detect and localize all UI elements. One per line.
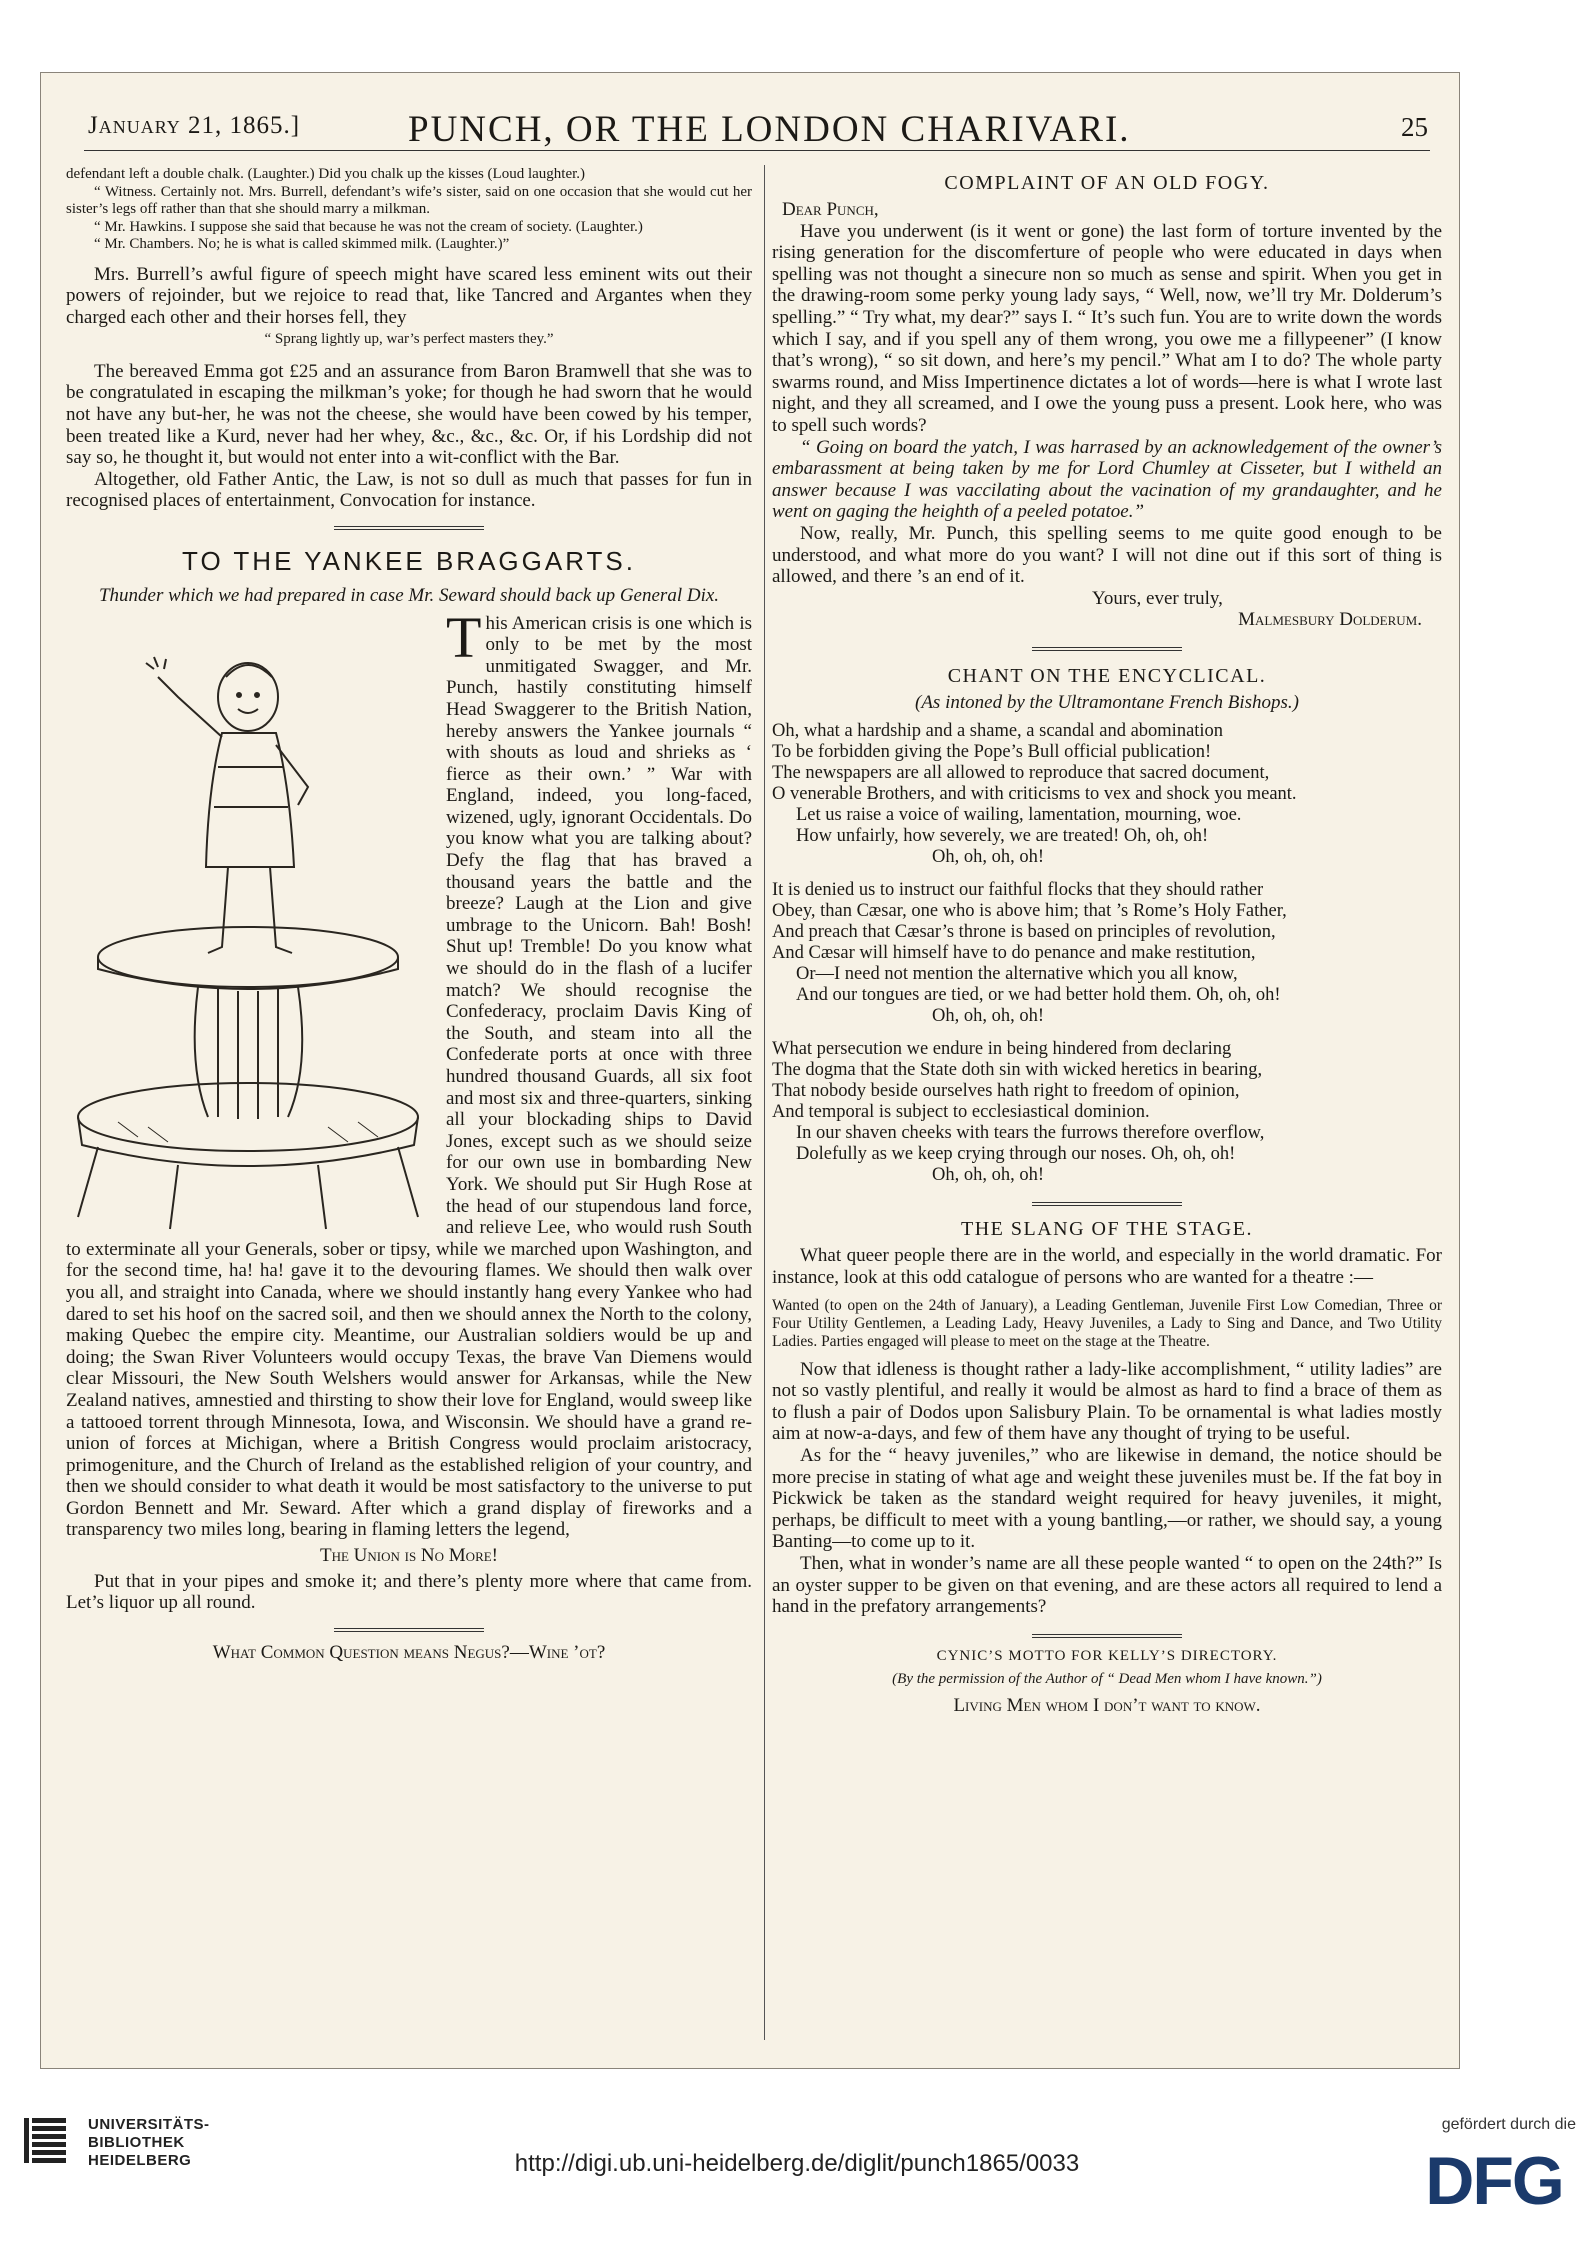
chant-heading: CHANT ON THE ENCYCLICAL. — [947, 664, 1267, 687]
slang-paragraph: Then, what in wonder’s name are all these people wanted “ to open on the 24th?” Is an oyster supper to be given on that evening, and are these actors all required to lend a hand in the prefatory arrangements? — [772, 1553, 1442, 1618]
verse-line: What persecution we endure in being hindered from declaring — [772, 1039, 1232, 1060]
verse-refrain: Oh, oh, oh, oh! — [932, 1165, 1045, 1186]
header-rule — [84, 150, 1430, 151]
court-line: “ Mr. Chambers. No; he is what is called skimmed milk. (Laughter.)” — [94, 236, 510, 252]
verse-line: Let us raise a voice of wailing, lamentation, mourning, woe. — [796, 805, 1242, 826]
source-url-link[interactable]: http://digi.ub.uni-heidelberg.de/diglit/punch1865/0033 — [514, 2150, 1080, 2177]
library-name-line: UNIVERSITÄTS- — [88, 2116, 210, 2133]
fogy-body: Have you underwent (is it went or gone) the last form of torture invented by the rising generation for the discomferture of people who were educated in days when spelling was not thought a sinecure non so much as sense and spirit. When you get in the drawing-room some perky young lady says, “ Well, now, we’ll try Mr. Dolderum’s spelling.” “ Try what, my dear?” says I. “ It’s such fun. You are to write down the words which I say, and if you spell any of them wrong, you owe me a fillypeener” (I know that’s wrong), “ so sit down, and here’s my pencil.” What am I to do? The whole party swarms round, and Miss Impertinence dictates a lot of words—here is what I wrote last night, and they all screamed, and I owe the young puss a present. Look here, who was to spell such words? — [772, 220, 1442, 436]
verse-quote: “ Sprang lightly up, war’s perfect masters they.” — [264, 331, 554, 348]
child-on-stool-drawing — [58, 617, 436, 1237]
masthead-title: PUNCH, OR THE LONDON CHARIVARI. — [408, 109, 1131, 150]
slang-paragraph: As for the “ heavy juveniles,” who are likewise in demand, the notice should be more precise in stating of what age and weight these juveniles must be. If the fat boy in Pickwick be taken as the standard weight required for heavy juveniles, it might, perhaps, be difficult to meet with a young bantling,—or rather, we should say, a young Banting—to come up to it. — [772, 1445, 1442, 1553]
verse-line: It is denied us to instruct our faithful flocks that they should rather — [772, 880, 1264, 901]
section-rule — [1032, 647, 1182, 651]
court-report — [66, 166, 752, 254]
yankee-closing: Put that in your pipes and smoke it; and there’s plenty more where that came from. Let’s liquor up all round. — [66, 1570, 752, 1614]
verse-refrain: Oh, oh, oh, oh! — [932, 1006, 1045, 1027]
court-line: “ Witness. Certainly not. Mrs. Burrell, defendant’s wife’s sister, said on one occasion that she would cut her sister’s legs off rather than that she should marry a milkman. — [66, 183, 752, 217]
right-column — [772, 166, 1442, 2046]
cynic-subheading: (By the permission of the Author of “ Dead Men whom I have known.”) — [892, 1671, 1322, 1688]
verse-line: And Cæsar will himself have to do penance and make restitution, — [772, 943, 1256, 964]
library-name-line: HEIDELBERG — [88, 2152, 192, 2169]
section-rule — [1032, 1634, 1182, 1638]
verse-line: And preach that Cæsar’s throne is based on principles of revolution, — [772, 922, 1276, 943]
page-number: 25 — [1401, 112, 1428, 142]
verse-line: The dogma that the State doth sin with wicked heretics in bearing, — [772, 1060, 1263, 1081]
union-legend: The Union is No More! — [319, 1545, 499, 1567]
verse-line: Obey, than Cæsar, one who is above him; that ’s Rome’s Holy Father, — [772, 901, 1287, 922]
chant-verse-2 — [772, 880, 1442, 1027]
slang-paragraph: Now that idleness is thought rather a lady-like accomplishment, “ utility ladies” are not so vastly plentiful, and really it would be almost as hard to find a brace of them as to flush a pair of Dodos upon Salisbury Plain. To be ornamental is what ladies mostly aim at now-a-days, and few of them have any thought of trying to be useful. — [772, 1358, 1442, 1445]
page-header — [88, 109, 1428, 152]
chant-verse-1 — [772, 721, 1442, 868]
verse-line: That nobody beside ourselves hath right to freedom of opinion, — [772, 1081, 1240, 1102]
library-name-line: BIBLIOTHEK — [88, 2134, 185, 2151]
verse-line: O venerable Brothers, and with criticisms to vex and shock you meant. — [772, 784, 1297, 805]
fogy-body-continued: Now, really, Mr. Punch, this spelling seems to me quite good enough to be understood, and what more do you want? I will not dine out if this sort of thing is allowed, and there ’s an end of it. — [772, 522, 1442, 588]
verse-line: Oh, what a hardship and a shame, a scandal and abomination — [772, 721, 1224, 742]
section-rule — [1032, 1202, 1182, 1206]
fogy-spelling-test: “ Going on board the yatch, I was harrased by an acknowledgement of the owner’s embarassment at being taken by me for Lord Chumley at Cisseter, but I witheld an answer because I was vaccilating about the vacination of my grandaughter, and he went on gaging the heighth of a peeled potatoe.” — [772, 436, 1442, 523]
drop-cap: T — [446, 604, 482, 670]
court-line: “ Mr. Hawkins. I suppose she said that because he was not the cream of society. (Laughter.) — [94, 218, 643, 235]
dfg-logo-text: DFG — [1425, 2143, 1563, 2216]
left-column — [66, 166, 752, 2036]
father-antic-paragraph: Altogether, old Father Antic, the Law, is not so dull as much that passes for fun in recognised places of entertainment, Convocation for instance. — [66, 468, 752, 512]
dfg-logo-icon — [1414, 2142, 1574, 2216]
cartoon-illustration — [58, 617, 436, 1237]
yankee-body-text: his American crisis is one which is only to be met by the most unmitigated Swagger, and Mr. Punch, hastily constituting himself Head Swaggerer to the British Nation, hereby answers the Yankee journals “ with shouts as loud and shrieks as ‘ fierce as their own.’ ” War with England, indeed, you long-faced, wizened, ugly, ignorant Occidentals. Do you know what you are talking about? Defy the flag that has braved a thousand years the battle and the breeze? Laugh at the Lion and give umbrage to the Unicorn. Bah! Bosh! Shut up! Tremble! Do you know what we should do in the flash of a lucifer match? We should recognise the Confederacy, proclaim Davis King of the South, and steam into all the Confederate ports at once with three hundred thousand Guards, all six foot and most six and three-quarters, sinking all your blockading ships to David Jones, except such as we should seize for our own use in bombarding New York. We should put Sir Hugh Rose at the head of our stupendous land force, and relieve Lee, who would rush South to exterminate all your Generals, sober or tipsy, while we marched upon Washington, and for the second time, ha! ha! gave it to the devouring flames. We should then walk over you all, and straight into Canada, where we should instantly hang every Yankee who had dared to set his hoof on the sacred soil, and then we should annex the North to the colony, making Quebec the empire city. Meantime, our Australian soldiers would be up and doing; the Swan River Volunteers would occupy Texas, the brave Van Diemens would clear Missouri, the New South Welshers would answer for Arkansas, while the New Zealand natives, amnestied and thirsting to show their love for England, would sweep like a tattooed torrent through Minnesota, Iowa, and Wisconsin. We should have a grand re-union of forces at Michigan, where a British Congress would proclaim aristocracy, primogeniture, and the Church of Ireland as the established religion of your country, and then we should consider to what death it would be most satisfactory to the universe to put Gordon Bennett and Mr. Seward. After which a grand display of fireworks and a transparency two miles long, bearing in flaming letters the legend, — [66, 612, 752, 1541]
verse-line: Dolefully as we keep crying through our noses. Oh, oh, oh! — [796, 1144, 1236, 1165]
yankee-heading: TO THE YANKEE BRAGGARTS. — [182, 545, 636, 576]
chant-verse-3 — [772, 1039, 1442, 1186]
verse-line: Or—I need not mention the alternative which you all know, — [796, 964, 1238, 985]
fogy-yours: Yours, ever truly, — [1092, 587, 1223, 609]
burrell-paragraph: Mrs. Burrell’s awful figure of speech might have scared less eminent wits out their powers of rejoinder, but we rejoice to read that, like Tancred and Argantes when they charged each other and their horses fell, they — [66, 263, 752, 328]
fogy-salutation: Dear Punch, — [782, 199, 879, 220]
cynic-motto: Living Men whom I don’t want to know. — [953, 1694, 1261, 1716]
verse-line: And our tongues are tied, or we had better hold them. Oh, oh, oh! — [796, 985, 1281, 1006]
verse-line: To be forbidden giving the Pope’s Bull official publication! — [772, 742, 1212, 763]
verse-line: How unfairly, how severely, we are treated! Oh, oh, oh! — [796, 826, 1209, 847]
court-line: defendant left a double chalk. (Laughter.) Did you chalk up the kisses (Loud laughter.) — [66, 166, 586, 182]
fogy-signature: Malmesbury Dolderum. — [1238, 609, 1422, 631]
verse-refrain: Oh, oh, oh, oh! — [932, 847, 1045, 868]
issue-date: January 21, 1865.] — [88, 112, 301, 139]
column-divider — [764, 165, 765, 2040]
cynic-heading: CYNIC’S MOTTO FOR KELLY’S DIRECTORY. — [936, 1647, 1278, 1664]
section-rule — [334, 1628, 484, 1632]
emma-paragraph: The bereaved Emma got £25 and an assurance from Baron Bramwell that she was to be congratulated in escaping the milkman’s yoke; for though he had sworn that he would not have any but-her, he was not the cheese, she would have been cowed by his temper, been treated like a Kurd, never had her whey, &c., &c., &c. Or, if his Lordship did not say so, he thought it, but would not enter into a wit-conflict with the Bar. — [66, 360, 752, 469]
verse-line: In our shaven cheeks with tears the furrows therefore overflow, — [796, 1123, 1265, 1144]
chant-subheading: (As intoned by the Ultramontane French Bishops.) — [915, 691, 1299, 713]
theatre-advert: Wanted (to open on the 24th of January), a Leading Gentleman, Juvenile First Low Comedian, Three or Four Utility Gentlemen, a Leading Lady, Heavy Juveniles, a Lady to Sing and Dance, and Two Utility Ladies. Parties engaged will please to meet on the stage at the Theatre. — [772, 1296, 1442, 1350]
slang-heading: THE SLANG OF THE STAGE. — [961, 1218, 1253, 1241]
verse-line: The newspapers are all allowed to reproduce that sacred document, — [772, 763, 1270, 784]
funding-label: gefördert durch die — [1441, 2116, 1576, 2133]
slang-intro: What queer people there are in the world, and especially in the world dramatic. For instance, look at this odd catalogue of persons who are wanted for a theatre :— — [772, 1245, 1442, 1289]
fogy-heading: COMPLAINT OF AN OLD FOGY. — [944, 172, 1270, 194]
negus-joke: What Common Question means Negus?—Wine ’ot? — [212, 1641, 606, 1663]
section-rule — [334, 526, 484, 530]
yankee-subheading: Thunder which we had prepared in case Mr. Seward should back up General Dix. — [98, 584, 720, 606]
verse-line: And temporal is subject to ecclesiastical dominion. — [772, 1102, 1150, 1123]
